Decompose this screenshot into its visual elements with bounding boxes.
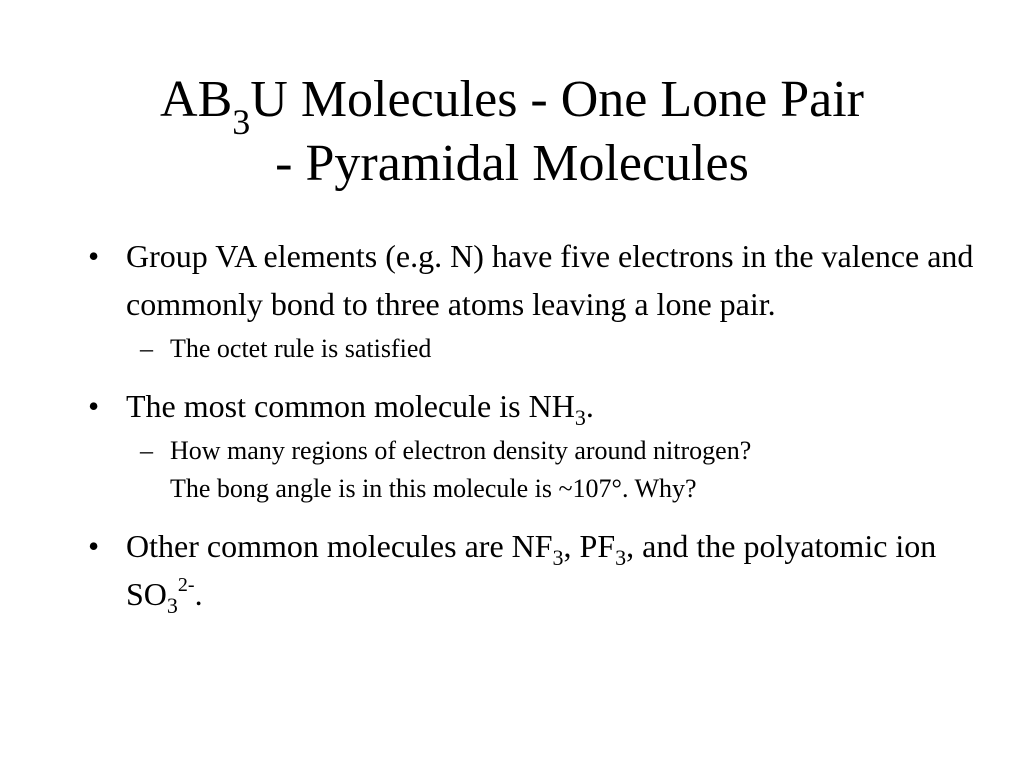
title-subscript: 3	[232, 102, 251, 142]
subbullet-text-line-1: How many regions of electron density around nitrogen?	[170, 436, 752, 465]
subbullet-marker: –	[140, 436, 153, 465]
subscript: 3	[166, 593, 178, 618]
title-prefix: AB	[160, 71, 233, 128]
bullet-text	[126, 528, 937, 618]
subbullet-text: The octet rule is satisfied	[170, 334, 432, 363]
bullet-text: Group VA elements (e.g. N) have five electrons in the valence and commonly bond to three atoms leaving a lone pair.	[126, 238, 974, 322]
title-rest: U Molecules - One Lone Pair	[250, 71, 864, 128]
bullet-marker: •	[88, 528, 100, 564]
bullet-marker: •	[88, 388, 100, 424]
text-part-2: , PF	[563, 528, 616, 564]
bullet-other-molecules	[88, 522, 988, 618]
title-line-1	[60, 68, 964, 142]
slide-title	[60, 68, 964, 196]
text-part-3: , and the polyatomic ion SO	[126, 528, 937, 612]
slide-body	[88, 232, 988, 620]
subscript: 3	[615, 545, 627, 570]
text-part-4: .	[194, 576, 203, 612]
bullet-marker: •	[88, 238, 100, 274]
subscript: 3	[552, 545, 564, 570]
bullet-text	[126, 388, 594, 430]
bullet-text-post: .	[585, 388, 594, 424]
bullet-group-va	[88, 232, 988, 328]
bullet-nh3	[88, 382, 988, 430]
text-part-1: Other common molecules are NF	[126, 528, 553, 564]
bullet-text-pre: The most common molecule is NH	[126, 388, 575, 424]
superscript: 2-	[177, 574, 195, 596]
title-line-2: - Pyramidal Molecules	[275, 135, 749, 192]
subbullet-electron-density	[140, 432, 988, 508]
subscript: 3	[574, 405, 586, 430]
subbullet-text-line-2: The bong angle is in this molecule is ~107°. Why?	[170, 474, 697, 503]
subbullet-marker: –	[140, 334, 153, 363]
subbullet-octet-rule	[140, 330, 988, 368]
